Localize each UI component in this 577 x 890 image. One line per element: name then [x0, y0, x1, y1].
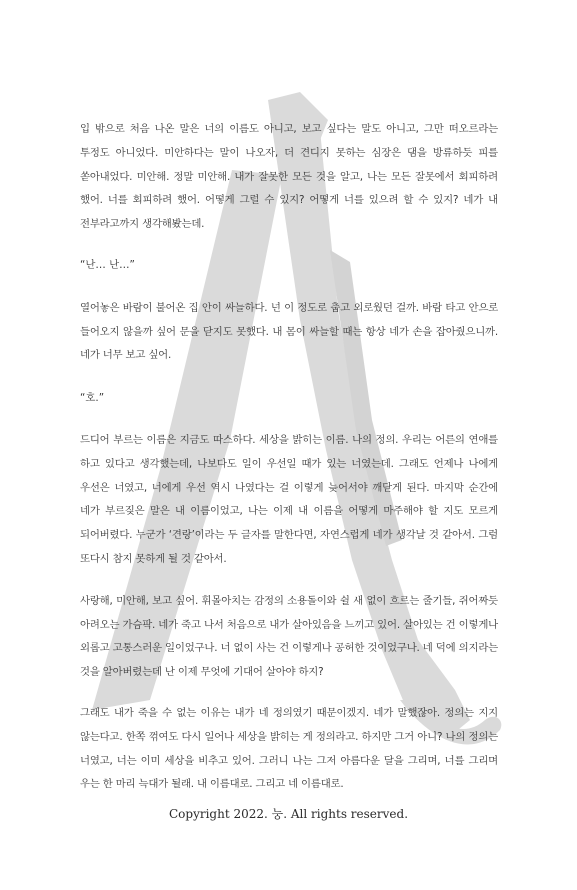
dialogue-2: “호.”: [80, 392, 105, 405]
paragraph-2: 열어놓은 바람이 불어온 집 안이 싸늘하다. 넌 이 정도로 춥고 외로웠던 걸까. 바람 타고 안으로 들어오지 않을까 싶어 문을 닫지도 못했다. 내 몸이 싸늘할 때는 항상 네가 손을 잡아줬으니까. 네가 너무 보고 싶어.: [80, 301, 498, 362]
dialogue-1: “난… 난…”: [80, 258, 135, 271]
paragraph-4: 사랑해, 미안해, 보고 싶어. 휘몰아치는 감정의 소용돌이와 쉴 새 없이 흐르는 줄기들, 쥐어짜듯 아려오는 가슴팍. 네가 죽고 나서 처음으로 내가 살아있음을 느끼고 있어. 살아있는 건 이렇게나 외롭고 고통스러운 일이었구나. 너 없이 사는 건 이렇게나 공허한 것이었구나. 네 덕에 의지라는 것을 알아버렸는데 난 이제 무엇에 기대어 살아야 하지?: [80, 594, 498, 679]
paragraph-3: 드디어 부르는 이름은 지금도 따스하다. 세상을 밝히는 이름. 나의 정의. 우리는 어른의 연애를 하고 있다고 생각했는데, 나보다도 일이 우선일 때가 있는 너였는데. 그래도 언제나 나에게 우선은 너였고, 너에게 우선 역시 나였다는 걸 이렇게 늦어서야 깨닫게 된다. 마지막 순간에 네가 부르짖은 말은 내 이름이었고, 나는 이제 내 이름을 어떻게 마주해야 할 지도 모르게 되어버렸다. 누군가 ‘견랑’이라는 두 글자를 말한다면, 자연스럽게 네가 생각날 것 같아서. 그럼 또다시 참지 못하게 될 것 같아서.: [80, 433, 498, 565]
story-body: [80, 118, 498, 815]
copyright-footer: Copyright 2022. 눙. All rights reserved.: [168, 807, 409, 821]
paragraph-1: 입 밖으로 처음 나온 말은 너의 이름도 아니고, 보고 싶다는 말도 아니고, 그만 떠오르라는 투정도 아니었다. 미안하다는 말이 나오자, 더 견디지 못하는 심장은 댐을 방류하듯 피를 쏟아내었다. 미안해. 정말 미안해. 내가 잘못한 모든 것을 알고, 나는 모든 잘못에서 회피하려 했어. 너를 회피하려 했어. 어떻게 그럴 수 있지? 어떻게 너를 있으려 할 수 있지? 네가 내 전부라고까지 생각해봤는데.: [80, 123, 498, 231]
paragraph-5: 그래도 내가 죽을 수 없는 이유는 내가 네 정의였기 때문이겠지. 네가 말했잖아. 정의는 지지 않는다고. 한쪽 꺾여도 다시 일어나 세상을 밝히는 게 정의라고. 하지만 그거 아니? 나의 정의는 너였고, 너는 이미 세상을 비추고 있어. 그러니 나는 그저 아름다운 달을 그리며, 너를 그리며 우는 한 마리 늑대가 될래. 내 이름대로. 그리고 네 이름대로.: [80, 706, 498, 791]
